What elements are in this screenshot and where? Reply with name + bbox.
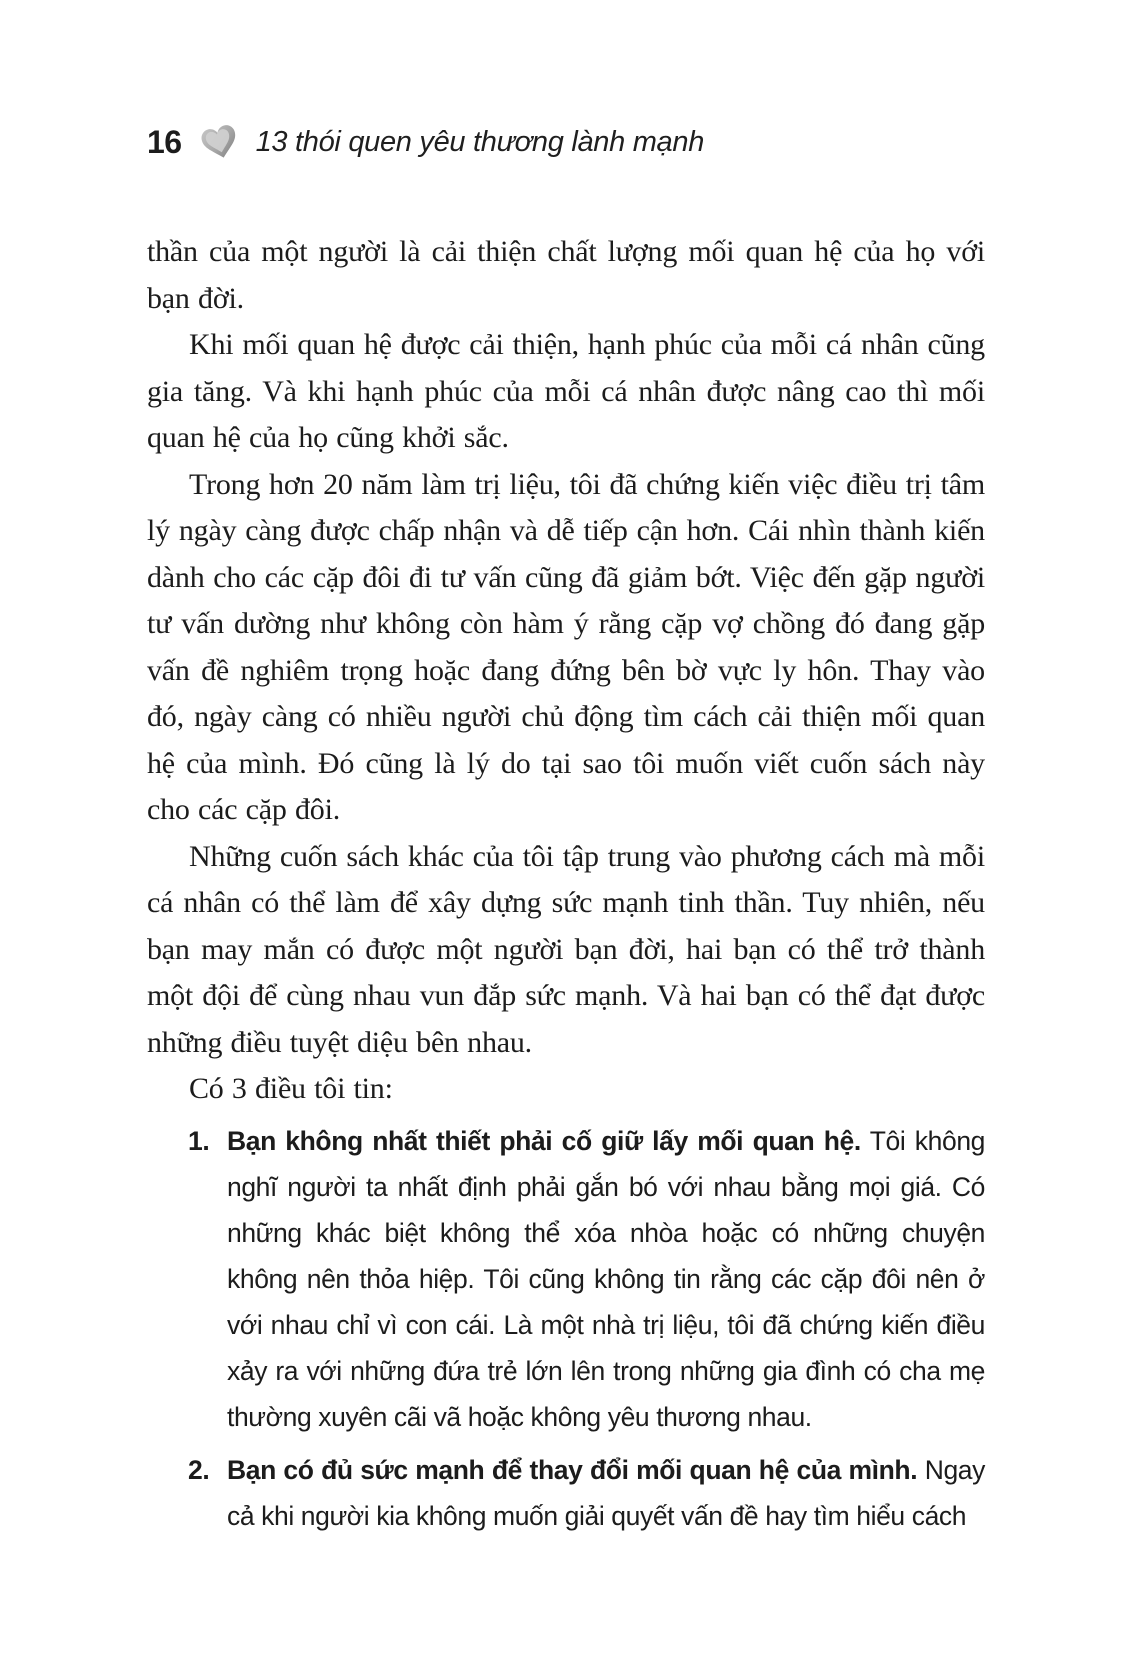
body-paragraph: Trong hơn 20 năm làm trị liệu, tôi đã chứng kiến việc điều trị tâm lý ngày càng được chấp nhận và dễ tiếp cận hơn. Cái nhìn thành kiến dành cho các cặp đôi đi tư vấn cũng đã giảm bớt. Việc đến gặp người tư vấn dường như không còn hàm ý rằng cặp vợ chồng đó đang gặp vấn đề nghiêm trọng hoặc đang đứng bên bờ vực ly hôn. Thay vào đó, ngày càng có nhiều người chủ động tìm cách cải thiện mối quan hệ của mình. Đó cũng là lý do tại sao tôi muốn viết cuốn sách này cho các cặp đôi. xyxy=(147,467,985,826)
list-item xyxy=(188,1447,985,1539)
belief-text xyxy=(227,1118,985,1440)
list-item xyxy=(188,1118,985,1440)
belief-lead: Bạn không nhất thiết phải cố giữ lấy mối quan hệ. xyxy=(227,1125,861,1156)
belief-lead: Bạn có đủ sức mạnh để thay đổi mối quan hệ của mình. xyxy=(227,1454,918,1485)
list-item-number: 1. xyxy=(188,1125,210,1156)
page-header xyxy=(147,121,704,163)
body-paragraph: Khi mối quan hệ được cải thiện, hạnh phúc của mỗi cá nhân cũng gia tăng. Và khi hạnh phúc của mỗi cá nhân được nâng cao thì mối quan hệ của họ cũng khởi sắc. xyxy=(147,328,985,454)
running-title: 13 thói quen yêu thương lành mạnh xyxy=(255,125,705,158)
beliefs-list xyxy=(147,1118,985,1539)
heart-icon xyxy=(197,122,242,164)
list-item-number: 2. xyxy=(188,1454,210,1485)
body-paragraph: thần của một người là cải thiện chất lượng mối quan hệ của họ với bạn đời. xyxy=(147,235,985,315)
page-body xyxy=(147,229,985,1539)
belief-body: Ngay cả khi người kia không muốn giải quyết vấn đề hay tìm hiểu cách xyxy=(227,1454,985,1531)
body-paragraph: Những cuốn sách khác của tôi tập trung vào phương cách mà mỗi cá nhân có thể làm để xây dựng sức mạnh tinh thần. Tuy nhiên, nếu bạn may mắn có được một người bạn đời, hai bạn có thể trở thành một đội để cùng nhau vun đắp sức mạnh. Và hai bạn có thể đạt được những điều tuyệt diệu bên nhau. xyxy=(147,839,985,1059)
page-number: 16 xyxy=(147,123,182,160)
belief-body: Tôi không nghĩ người ta nhất định phải gắn bó với nhau bằng mọi giá. Có những khác biệt không thể xóa nhòa hoặc có những chuyện không nên thỏa hiệp. Tôi cũng không tin rằng các cặp đôi nên ở với nhau chỉ vì con cái. Là một nhà trị liệu, tôi đã chứng kiến điều xảy ra với những đứa trẻ lớn lên trong những gia đình có cha mẹ thường xuyên cãi vã hoặc không yêu thương nhau. xyxy=(227,1125,985,1432)
beliefs-intro: Có 3 điều tôi tin: xyxy=(189,1072,393,1105)
belief-text xyxy=(227,1447,985,1539)
